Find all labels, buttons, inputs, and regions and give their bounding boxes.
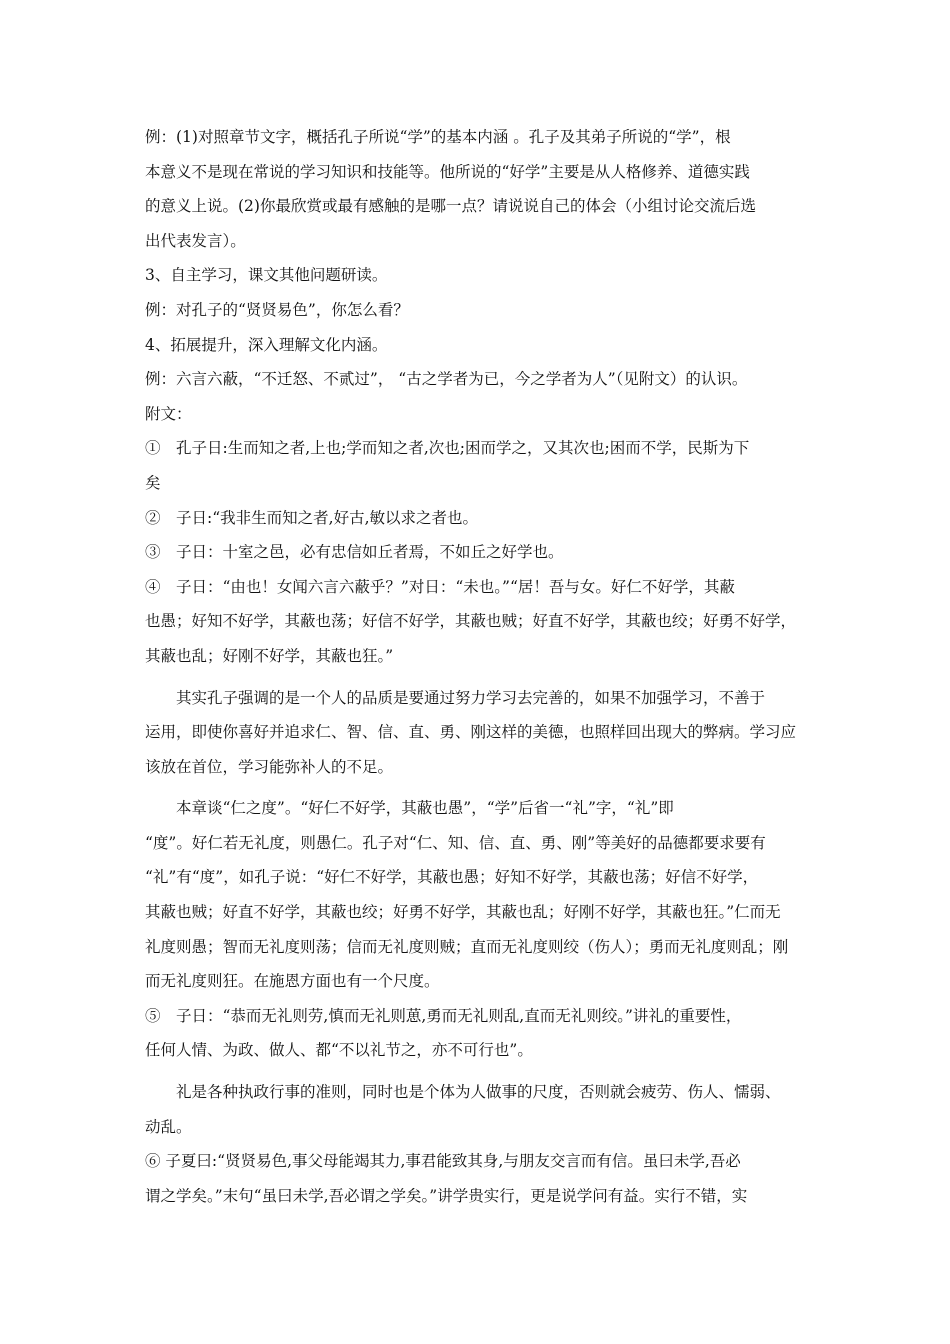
text-line: 本意义不是现在常说的学习知识和技能等。他所说的“好学”主要是从人格修养、道德实践 [145,162,750,181]
text-line: 运用，即使你喜好并追求仁、智、信、直、勇、刚这样的美德，也照样回出现大的弊病。学习应 [145,723,797,742]
text-line: 本章谈“仁之度”。“好仁不好学，其蔽也愚”，“学”后省一“礼”字，“礼”即 [145,799,674,818]
text-line: ⑥ 子夏曰:“贤贤易色,事父母能竭其力,事君能致其身,与朋友交言而有信。虽曰未学,吾必 [145,1152,741,1171]
text-line: “度”。好仁若无礼度，则愚仁。孔子对“仁、知、信、直、勇、刚”等美好的品德都要求要有 [145,833,766,852]
text-line: 任何人情、为政、做人、都“不以礼节之，亦不可行也”。 [145,1041,533,1060]
text-line: 谓之学矣。”末句“虽曰未学,吾必谓之学矣。”讲学贵实行，更是说学问有益。实行不错，实 [145,1186,748,1205]
text-line: ④ 子日：“由也！女闻六言六蔽乎？”对日：“未也。”“居！吾与女。好仁不好学，其蔽 [145,577,735,596]
text-line: 出代表发言）。 [145,231,246,250]
text-line: ③ 子日：十室之邑，必有忠信如丘者焉，不如丘之好学也。 [145,543,564,562]
text-line: 3、自主学习，课文其他问题研读。 [145,266,388,285]
text-line: 礼是各种执政行事的准则，同时也是个体为人做事的尺度，否则就会疲劳、伤人、懦弱、 [145,1083,781,1102]
text-line: 附文： [145,404,192,423]
text-line: 例：(1)对照章节文字，概括孔子所说“学”的基本内涵 。孔子及其弟子所说的“学”，根 [145,128,731,146]
text-line: 其蔽也乱；好刚不好学，其蔽也狂。” [145,646,394,665]
text-line: 4、拓展提升，深入理解文化内涵。 [145,335,388,354]
document-body [145,120,810,1213]
text-line: ① 孔子日:生而知之者,上也;学而知之者,次也;困而学之，又其次也;困而不学，民斯为下 [145,439,750,458]
text-line: 而无礼度则狂。在施恩方面也有一个尺度。 [145,972,440,991]
text-line: 例：六言六蔽，“不迁怒、不贰过”， “古之学者为已，今之学者为人”（见附文）的认识。 [145,370,748,389]
text-line: 矣 [145,473,161,492]
text-line: 也愚；好知不好学，其蔽也荡；好信不好学，其蔽也贼；好直不好学，其蔽也绞；好勇不好学， [145,612,797,631]
text-line: ② 子日:“我非生而知之者,好古,敏以求之者也。 [145,508,479,527]
text-line: 动乱。 [145,1117,192,1136]
text-line: “礼”有“度”，如孔子说：“好仁不好学，其蔽也愚；好知不好学，其蔽也荡；好信不好学， [145,868,759,887]
text-line: 例：对孔子的“贤贤易色”，你怎么看？ [145,300,409,319]
text-line: 的意义上说。(2)你最欣赏或最有感触的是哪一点？请说说自己的体会（小组讨论交流后选 [145,197,756,216]
text-line: 其实孔子强调的是一个人的品质是要通过努力学习去完善的，如果不加强学习，不善于 [145,688,766,707]
text-line: 该放在首位，学习能弥补人的不足。 [145,757,394,776]
text-line: 其蔽也贼；好直不好学，其蔽也绞；好勇不好学，其蔽也乱；好刚不好学，其蔽也狂。”仁而无 [145,903,781,922]
text-line: 礼度则愚；智而无礼度则荡；信而无礼度则贼；直而无礼度则绞（伤人）；勇而无礼度则乱；刚 [145,937,789,956]
text-line: ⑤ 子日：“恭而无礼则劳,慎而无礼则葸,勇而无礼则乱,直而无礼则绞。”讲礼的重要性， [145,1006,742,1025]
